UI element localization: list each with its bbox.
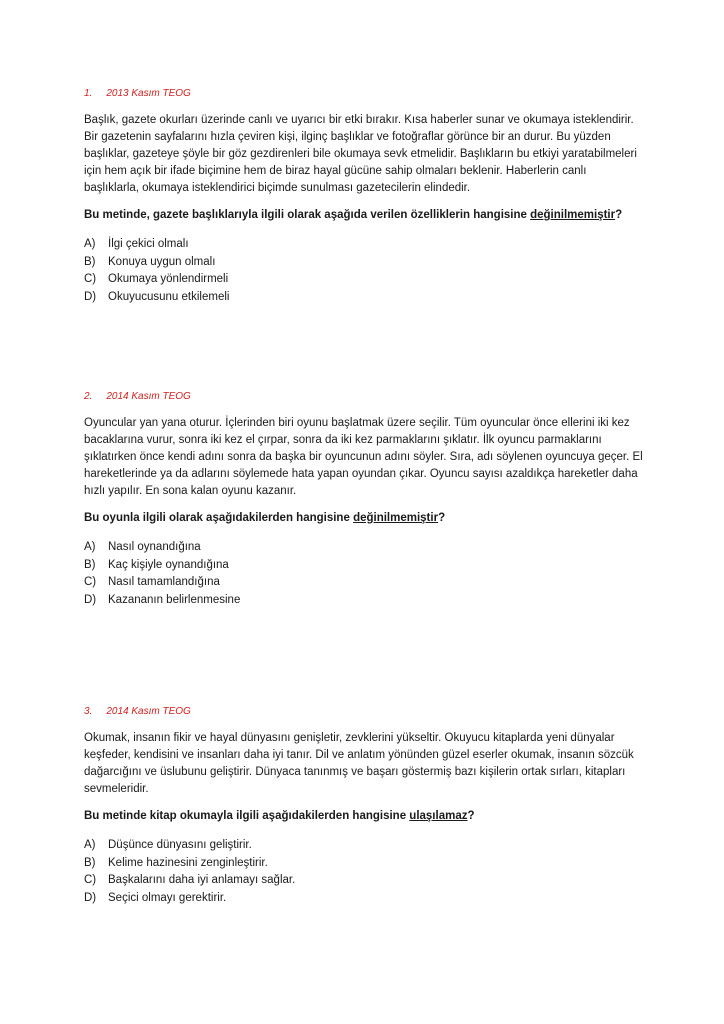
- prompt-text: Bu metinde, gazete başlıklarıyla ilgili olarak aşağıda verilen özelliklerin hangisine: [84, 209, 531, 221]
- question-source: 2014 Kasım TEOG: [106, 706, 191, 717]
- option-text: Nasıl oynandığına: [108, 541, 201, 553]
- option-b[interactable]: [84, 254, 644, 272]
- question-header: [84, 706, 644, 717]
- question-passage: Başlık, gazete okurları üzerinde canlı ve uyarıcı bir etki bırakır. Kısa haberler sunar ve okumaya isteklendirir. Bir gazetenin sayfalarını hızla çeviren kişi, ilginç başlıklar ve fotoğraflar görünce bir an durur. Bu yüzden başlıklar, gazeteye şöyle bir göz gezdirenleri bile okumaya sevk etmelidir. Başlıkların bu etkiyi yaratabilmeleri için hem açık bir ifade biçimine hem de biraz hayal gücüne sahip olmaları beklenir. Haberlerin canlı başlıklarla, okumaya isteklendirici biçimde sunulması gazetecilerin elindedir.: [84, 114, 637, 194]
- option-d[interactable]: [84, 890, 644, 908]
- option-letter: C): [84, 273, 97, 285]
- option-letter: C): [84, 576, 97, 588]
- option-letter: A): [84, 541, 96, 553]
- option-a[interactable]: [84, 539, 644, 557]
- prompt-emphasis: değinilmemiştir: [530, 209, 616, 221]
- option-letter: A): [84, 839, 96, 851]
- option-d[interactable]: [84, 289, 644, 307]
- option-text: Düşünce dünyasını geliştirir.: [108, 839, 252, 851]
- answer-options: [84, 539, 644, 609]
- option-letter: B): [84, 856, 96, 869]
- option-letter: D): [84, 891, 97, 904]
- option-text: Kelime hazinesini zenginleştirir.: [108, 856, 268, 869]
- question-header: [84, 88, 644, 99]
- option-text: Başkalarını daha iyi anlamayı sağlar.: [108, 874, 296, 886]
- prompt-end: ?: [467, 810, 475, 822]
- option-letter: D): [84, 593, 97, 606]
- option-b[interactable]: [84, 855, 644, 873]
- question-prompt: [84, 207, 644, 224]
- option-letter: B): [84, 255, 96, 268]
- question-number: 2.: [84, 391, 93, 402]
- prompt-text: Bu metinde kitap okumayla ilgili aşağıdakilerden hangisine: [84, 810, 410, 822]
- question-passage: Oyuncular yan yana oturur. İçlerinden biri oyunu başlatmak üzere seçilir. Tüm oyuncular önce ellerini iki kez bacaklarına vurur, sonra iki kez el çırpar, sonra da iki kez parmaklarını şıklatır. İlk oyuncu parmaklarını şıklatırken önce kendi adını sonra da başka bir oyuncunun adını söyler. Sıra, adı söylenen oyuncuya geçer. El hareketlerinde ya da adlarını söylemede hata yapan oyundan çıkar. Oyuncu sayısı azaldıkça hareketler daha hızlı yapılır. En sona kalan oyunu kazanır.: [84, 417, 643, 497]
- option-c[interactable]: [84, 574, 644, 592]
- option-text: Seçici olmayı gerektirir.: [108, 891, 227, 904]
- option-d[interactable]: [84, 592, 644, 610]
- option-letter: A): [84, 238, 96, 250]
- answer-options: [84, 236, 644, 306]
- option-text: Konuya uygun olmalı: [108, 255, 216, 268]
- prompt-emphasis: değinilmemiştir: [353, 512, 439, 524]
- option-text: İlgi çekici olmalı: [108, 238, 189, 250]
- question-1: [84, 88, 644, 306]
- question-prompt: [84, 808, 644, 825]
- question-passage: Okumak, insanın fikir ve hayal dünyasını genişletir, zevklerini yükseltir. Okuyucu kitaplarda yeni dünyalar keşfeder, kendisini ve insanları daha iyi tanır. Dil ve anlatım yönünden güzel eserler okumak, insanın sözcük dağarcığını ve üslubunu geliştirir. Dünyaca tanınmış ve başarı göstermiş bazı kişilerin ortak sırları, kitapları sevmeleridir.: [84, 732, 634, 795]
- prompt-emphasis: ulaşılamaz: [409, 810, 468, 822]
- option-a[interactable]: [84, 837, 644, 855]
- prompt-text: Bu oyunla ilgili olarak aşağıdakilerden hangisine: [84, 512, 354, 524]
- option-letter: D): [84, 290, 97, 303]
- option-a[interactable]: [84, 236, 644, 254]
- option-text: Okuyucusunu etkilemeli: [108, 290, 230, 303]
- option-letter: B): [84, 558, 96, 571]
- question-source: 2013 Kasım TEOG: [106, 88, 191, 99]
- option-text: Kazananın belirlenmesine: [108, 593, 241, 606]
- question-header: [84, 391, 644, 402]
- option-c[interactable]: [84, 872, 644, 890]
- answer-options: [84, 837, 644, 907]
- option-text: Kaç kişiyle oynandığına: [108, 558, 229, 571]
- question-3: [84, 706, 644, 907]
- option-b[interactable]: [84, 557, 644, 575]
- option-text: Nasıl tamamlandığına: [108, 576, 220, 588]
- question-prompt: [84, 510, 644, 527]
- question-2: [84, 391, 644, 609]
- prompt-end: ?: [438, 512, 446, 524]
- option-c[interactable]: [84, 271, 644, 289]
- option-letter: C): [84, 874, 97, 886]
- prompt-end: ?: [615, 209, 623, 221]
- option-text: Okumaya yönlendirmeli: [108, 273, 229, 285]
- question-number: 3.: [84, 706, 93, 717]
- question-number: 1.: [84, 88, 93, 99]
- question-source: 2014 Kasım TEOG: [106, 391, 191, 402]
